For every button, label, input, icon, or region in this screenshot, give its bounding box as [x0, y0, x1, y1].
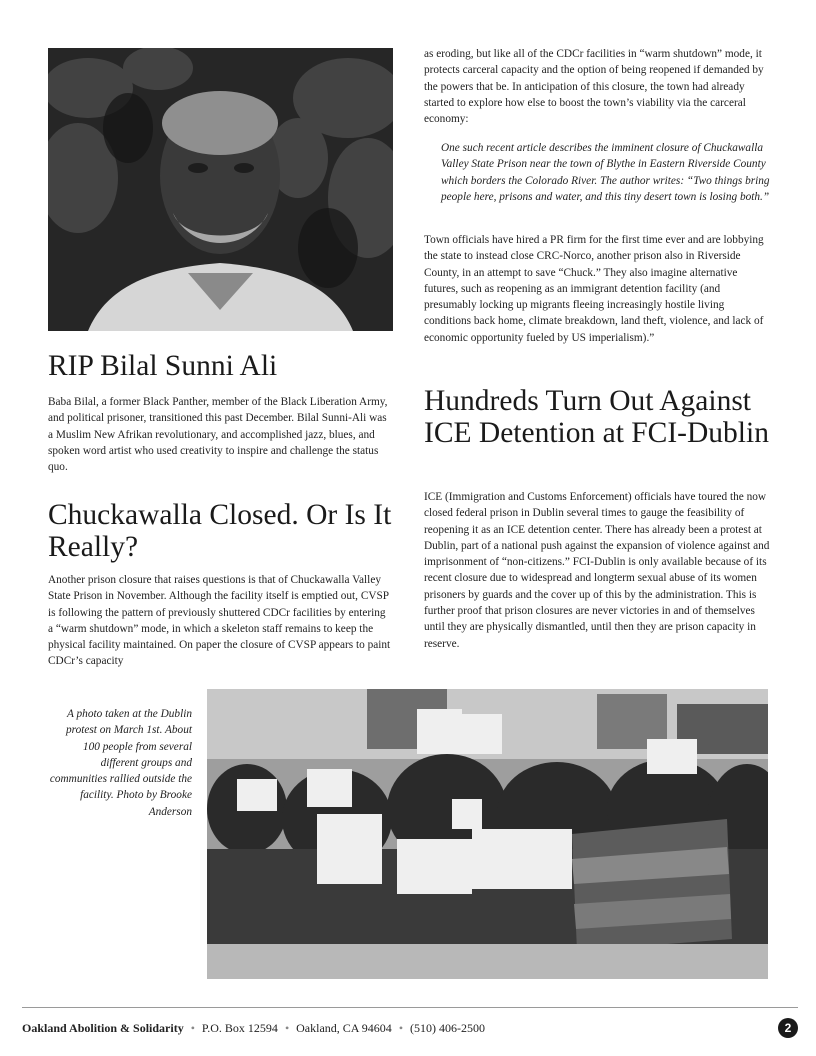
protest-image: [207, 689, 768, 979]
portrait-image: [48, 48, 393, 331]
rip-headline: RIP Bilal Sunni Ali: [48, 350, 278, 382]
bilal-portrait-photo: [48, 48, 393, 331]
footer-po-box: P.O. Box 12594: [201, 1021, 278, 1035]
chuckawalla-body-part1: Another prison closure that raises questions is that of Chuckawalla Valley State Prison in November. Although the facility itself is emptied out, CVSP is following the pattern of previously shuttered CDCr facilities by entering a “warm shutdown” mode, in which a skeleton staff remains to keep the physical facility maintained. On paper the closure of CVSP appears to paint CDCr’s capacity: [48, 574, 391, 668]
page-number-badge: 2: [778, 1018, 798, 1038]
footer-separator: •: [284, 1021, 290, 1035]
footer-org-name: Oakland Abolition & Solidarity: [22, 1021, 184, 1035]
chuckawalla-body-part2: as eroding, but like all of the CDCr facilities in “warm shutdown” mode, it protects carceral capacity and the option of being reopened if demanded by the powers that be. In anticipation of this closure, the town had already started to explore how else to boost the town’s viability via the carceral economy:: [424, 48, 764, 126]
rip-body-text: Baba Bilal, a former Black Panther, member of the Black Liberation Army, and political prisoner, transitioned this past December. Bilal Sunni-Ali was a Muslim New Afrikan revolutionary, and accomplished jazz, blues, and spoken word artist who used creativity to inspire and challenge the status quo.: [48, 396, 388, 474]
footer-city: Oakland, CA 94604: [296, 1021, 392, 1035]
protest-photo: [207, 689, 768, 979]
footer-divider: [22, 1007, 798, 1008]
chuckawalla-headline: Chuckawalla Closed. Or Is It Really?: [48, 499, 392, 563]
dublin-headline: Hundreds Turn Out Against ICE Detention at FCI-Dublin: [424, 385, 769, 449]
footer-phone: (510) 406-2500: [410, 1021, 486, 1035]
footer-separator: •: [398, 1021, 404, 1035]
dublin-body-text: ICE (Immigration and Customs Enforcement) officials have toured the now closed federal prison in Dublin several times to gauge the feasibility of reopening it as an ICE detention center. There has already been a protest at Dublin, part of a national push against the expansion of violence against and imprisonment of “non-citizens.” FCI-Dublin is only available because of its recent closure due to widespread and longterm sexual abuse of its women prisoners by guards and the cover up of this by the administration. This is further proof that prison closures are never victories in and of themselves until they are physically dismantled, until then they are prison capacity in reserve.: [424, 491, 770, 650]
footer-separator: •: [190, 1021, 195, 1035]
chuckawalla-quote: One such recent article describes the imminent closure of Chuckawalla Valley State Prison near the town of Blythe in Eastern Riverside County which borders the Colorado River. The author writes: “Two things bring people here, prisons and water, and this tiny desert town is losing both.”: [441, 142, 770, 203]
photo-caption: A photo taken at the Dublin protest on March 1st. About 100 people from several different groups and communities rallied outside the facility. Photo by Brooke Anderson: [49, 708, 192, 818]
chuckawalla-body-part3: Town officials have hired a PR firm for the first time ever and are lobbying the state to instead close CRC-Norco, another prison also in Riverside County, in an attempt to save “Chuck.” They also imagine alternative futures, such as reopening as an immigrant detention facility (and presumably locking up migrants fleeing increasingly hostile living conditions back home, climate breakdown, land theft, violence, and lack of economic opportunity fueled by US imperialism).”: [424, 234, 764, 344]
footer: [22, 1020, 485, 1036]
